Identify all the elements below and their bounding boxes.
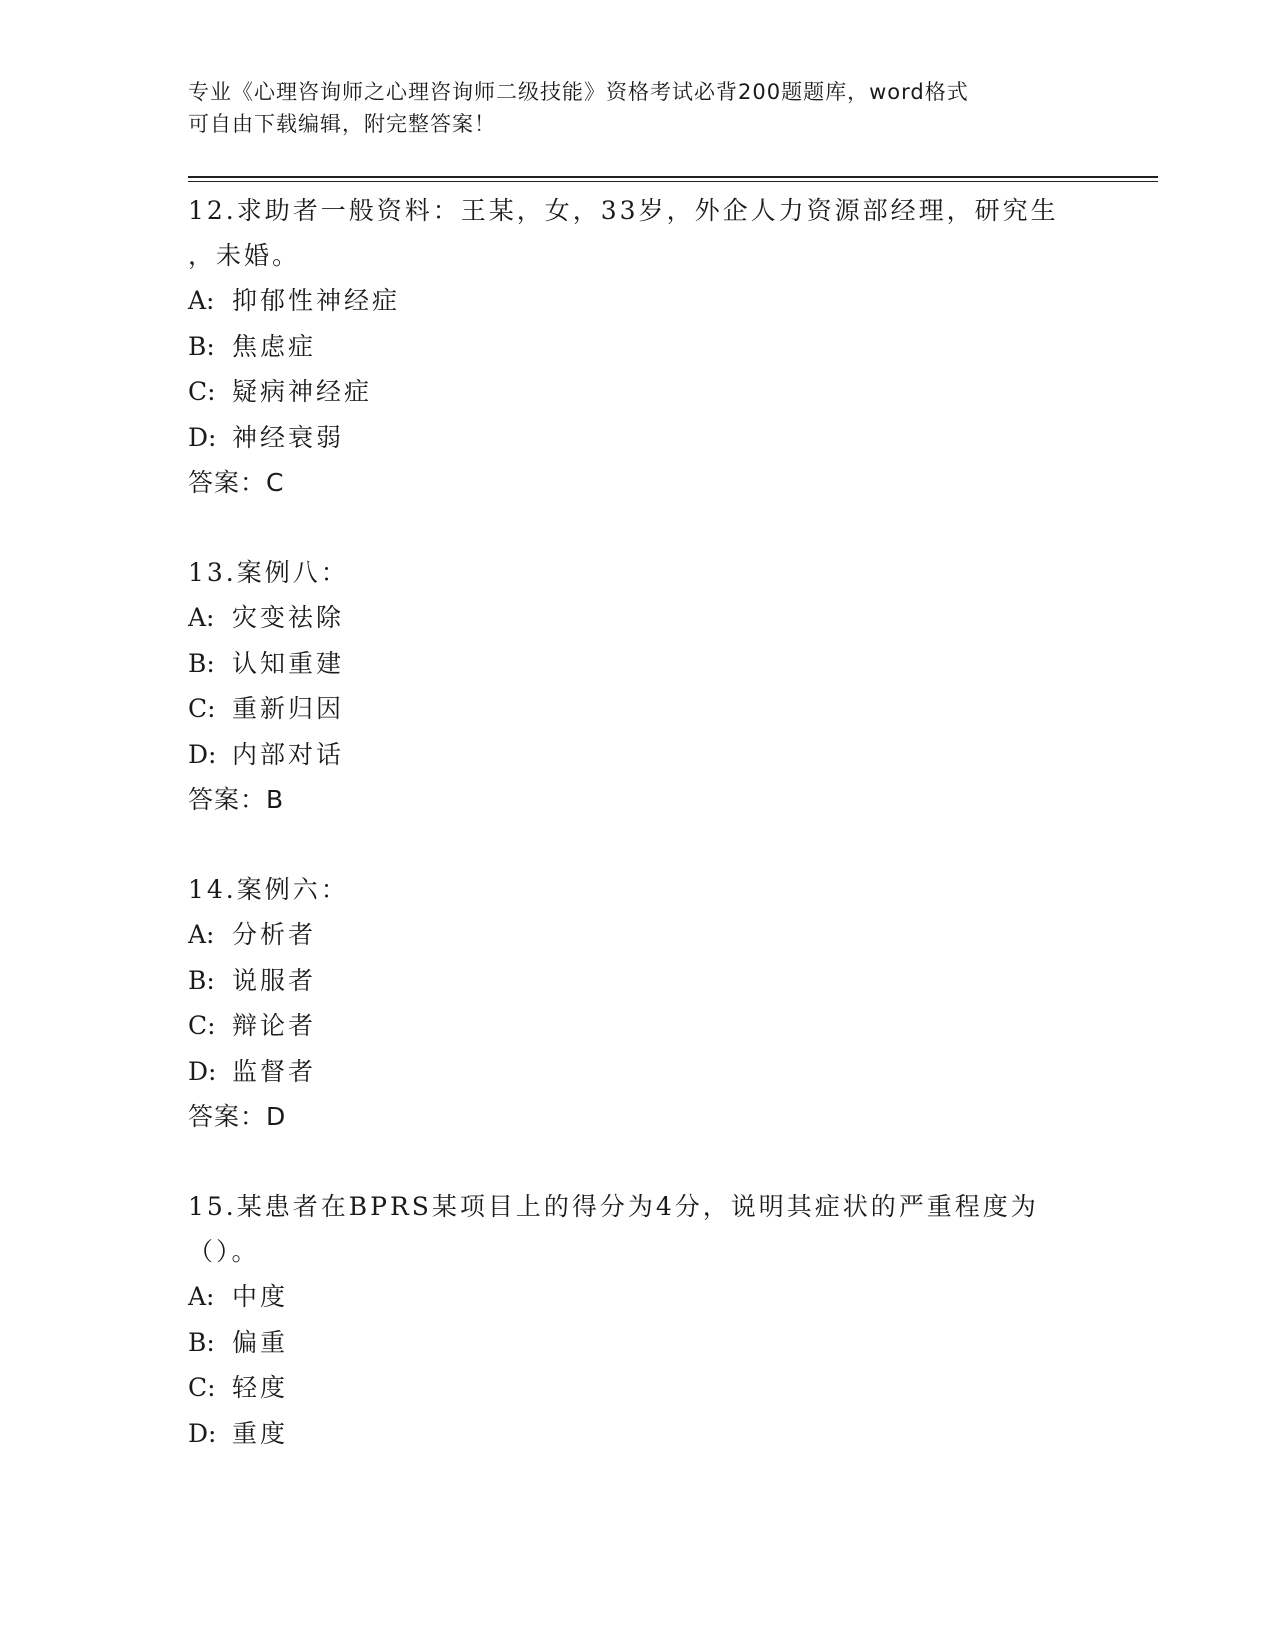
option-d: [188, 1411, 1088, 1457]
option-letter: C:: [188, 1373, 216, 1402]
option-text: 重新归因: [232, 694, 345, 723]
answer-line: 答案：C: [188, 468, 285, 497]
option-a: [188, 1274, 1088, 1320]
option-c: [188, 1365, 1088, 1411]
option-letter: D:: [188, 739, 217, 769]
option-d: [188, 1049, 1088, 1095]
question-stem: 15.某患者在BPRS某项目上的得分为4分，说明其症状的严重程度为: [188, 1192, 1039, 1221]
question-15: [188, 1184, 1088, 1456]
option-letter: C:: [188, 377, 216, 406]
option-a: [188, 912, 1088, 958]
option-a: [188, 595, 1088, 641]
option-letter: A:: [188, 1282, 215, 1311]
option-text: 灾变祛除: [232, 603, 345, 632]
document-header: [188, 76, 1088, 140]
answer-line: 答案：B: [188, 785, 285, 814]
question-12: [188, 188, 1088, 505]
header-divider-thick: [188, 176, 1158, 178]
option-d: [188, 732, 1088, 778]
header-title-line-2: 可自由下载编辑，附完整答案！: [188, 112, 496, 136]
option-text: 内部对话: [232, 739, 345, 769]
option-text: 偏重: [232, 1327, 289, 1357]
header-divider-thin: [188, 181, 1158, 182]
question-stem-continued: （）。: [188, 1237, 260, 1266]
option-text: 说服者: [232, 965, 317, 995]
option-c: [188, 686, 1088, 732]
option-letter: D:: [188, 1418, 217, 1448]
option-text: 辩论者: [232, 1011, 317, 1040]
option-letter: C:: [188, 1011, 216, 1040]
option-a: [188, 278, 1088, 324]
option-text: 焦虑症: [232, 331, 317, 361]
option-letter: B:: [188, 965, 215, 995]
option-text: 神经衰弱: [232, 422, 345, 452]
option-letter: D:: [188, 1056, 217, 1086]
question-stem: 14.案例六：: [188, 875, 349, 904]
option-letter: D:: [188, 422, 217, 452]
option-b: [188, 1320, 1088, 1366]
option-letter: C:: [188, 694, 216, 723]
option-letter: B:: [188, 331, 215, 361]
question-list: [188, 188, 1088, 1501]
option-letter: A:: [188, 603, 215, 632]
option-c: [188, 1003, 1088, 1049]
option-b: [188, 641, 1088, 687]
option-text: 轻度: [232, 1373, 289, 1402]
option-letter: B:: [188, 648, 215, 678]
option-d: [188, 415, 1088, 461]
option-text: 疑病神经症: [232, 377, 373, 406]
option-text: 监督者: [232, 1056, 317, 1086]
answer-line: 答案：D: [188, 1102, 287, 1131]
option-text: 抑郁性神经症: [232, 286, 401, 315]
question-stem-continued: ，未婚。: [188, 241, 301, 270]
option-b: [188, 324, 1088, 370]
question-14: [188, 867, 1088, 1139]
question-13: [188, 550, 1088, 822]
option-text: 重度: [232, 1418, 289, 1448]
question-stem: 13.案例八：: [188, 558, 349, 587]
option-text: 中度: [232, 1282, 289, 1311]
option-text: 分析者: [232, 920, 317, 949]
option-text: 认知重建: [232, 648, 345, 678]
option-letter: A:: [188, 286, 215, 315]
option-letter: A:: [188, 920, 215, 949]
header-title-line-1: 专业《心理咨询师之心理咨询师二级技能》资格考试必背200题题库，word格式: [188, 80, 969, 104]
option-b: [188, 958, 1088, 1004]
option-letter: B:: [188, 1327, 215, 1357]
question-stem: 12.求助者一般资料：王某，女，33岁，外企人力资源部经理，研究生: [188, 196, 1059, 225]
option-c: [188, 369, 1088, 415]
